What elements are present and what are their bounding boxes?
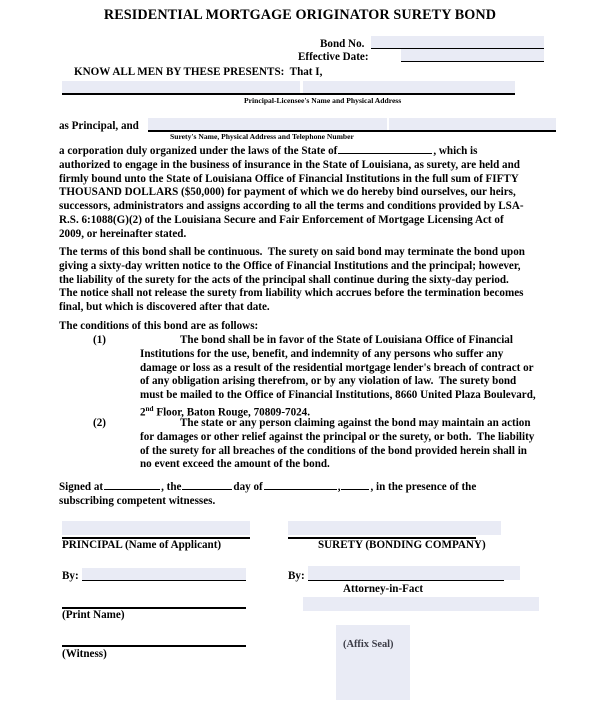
affix-seal-label: (Affix Seal) [343, 639, 394, 650]
recital-line-2: authorized to engage in the business of insurance in the State of Louisiana, as surety, are held and [59, 158, 520, 171]
surety-by-rule [308, 580, 504, 581]
principal-name-address-caption: Principal-Licensee's Name and Physical Address [244, 96, 402, 105]
signed-year-input[interactable] [341, 478, 369, 490]
effective-date-rule [401, 61, 544, 62]
condition-2-number: (2) [93, 417, 106, 429]
condition-1-line-1: The bond shall be in favor of the State of Louisiana Office of Financial [180, 334, 513, 346]
principal-name-address-input-right[interactable] [303, 81, 515, 93]
principal-signature-label: PRINCIPAL (Name of Applicant) [62, 539, 222, 551]
surety-name-caption: Surety's Name, Physical Address and Telephone Number [170, 132, 354, 141]
day-of-label: day of [233, 481, 263, 493]
condition-1-line-6: 2nd Floor, Baton Rouge, 70809-7024. [140, 404, 310, 419]
affix-seal-box[interactable] [336, 625, 410, 700]
state-of-input[interactable] [338, 142, 432, 154]
recital-line-1-before: a corporation duly organized under the laws of the State of [59, 145, 338, 157]
the-label: , the [161, 481, 182, 493]
attorney-extra-input[interactable] [303, 597, 539, 611]
conditions-heading: The conditions of this bond are as follows: [59, 320, 259, 332]
principal-by-input[interactable] [82, 568, 246, 580]
recital-line-3: firmly bound unto the State of Louisiana Office of Financial Institutions in the full sum of FIFTY [59, 172, 519, 185]
as-principal-label: as Principal, and [59, 120, 139, 132]
condition-1-body [140, 334, 560, 420]
recital-line-6: R.S. 6:1088(G)(2) of the Louisiana Secure and Fair Enforcement of Mortgage Licensing Act of [59, 213, 504, 226]
know-all-men-text: KNOW ALL MEN BY THESE PRESENTS: That I, [74, 66, 323, 78]
surety-signature-label: SURETY (BONDING COMPANY) [318, 539, 486, 551]
witness-label: (Witness) [62, 648, 107, 660]
surety-name-input-left[interactable] [148, 118, 387, 130]
condition-2-body [140, 417, 560, 472]
terms-line-5: final, but which is discovered after that date. [59, 301, 270, 313]
principal-name-address-input-left[interactable] [62, 81, 300, 93]
signed-at-prefix: Signed at [59, 481, 104, 493]
execution-paragraph [59, 478, 559, 509]
recital-line-4: THOUSAND DOLLARS ($50,000) for payment of which we do hereby bind ourselves, our heirs, [59, 186, 516, 199]
recital-paragraph [59, 142, 559, 241]
terms-line-4: The notice shall not release the surety from liability which accrues before the termination becomes [59, 287, 524, 300]
recital-line-1-after: , which is [433, 145, 478, 157]
surety-signature-input[interactable] [288, 521, 501, 535]
condition-2-line-3: of the surety for all breaches of the conditions of the bond provided herein shall in [140, 444, 527, 457]
signed-at-suffix: , in the presence of the [370, 481, 477, 493]
print-name-label: (Print Name) [62, 609, 125, 621]
condition-2-line-1: The state or any person claiming against the bond may maintain an action [180, 417, 531, 429]
bond-no-input[interactable] [371, 36, 544, 48]
terms-line-2: giving a sixty-day written notice to the Office of Financial Institutions and the principal; however, [59, 259, 521, 272]
surety-by-input[interactable] [308, 566, 520, 580]
condition-1-line-3: damage or loss as a result of the residential mortgage lender's breach of contract or [140, 361, 534, 374]
signed-month-input[interactable] [264, 478, 337, 490]
terms-paragraph [59, 246, 559, 315]
terms-line-3: the liability of the surety for the acts of the principal shall continue during the sixty-day period. [59, 273, 509, 286]
signed-at-city-input[interactable] [104, 478, 160, 490]
witness-rule [62, 645, 246, 647]
effective-date-label: Effective Date: [298, 51, 369, 63]
condition-2-line-4: no event exceed the amount of the bond. [140, 458, 330, 471]
recital-line-5: successors, administrators and assigns according to all the terms and conditions provided by LSA- [59, 200, 524, 212]
page-title: RESIDENTIAL MORTGAGE ORIGINATOR SURETY BOND [103, 7, 497, 23]
principal-name-address-rule [62, 93, 515, 95]
effective-date-input[interactable] [401, 49, 544, 61]
condition-2-line-2: for damages or other relief against the principal or the surety, or both. The liability [140, 430, 535, 443]
bond-no-label: Bond No. [320, 38, 365, 50]
recital-line-1 [59, 142, 559, 159]
principal-by-rule [82, 580, 246, 581]
condition-1-line-2: Institutions for the use, benefit, and indemnity of any persons who suffer any [140, 347, 504, 360]
principal-signature-input[interactable] [62, 521, 250, 535]
recital-line-7: 2009, or hereinafter stated. [59, 227, 187, 240]
signed-day-input[interactable] [182, 478, 232, 490]
condition-1-number: (1) [93, 334, 106, 346]
attorney-in-fact-label: Attorney-in-Fact [343, 583, 424, 595]
condition-1-line-5: must be mailed to the Office of Financial Institutions, 8660 United Plaza Boulevard, [140, 389, 536, 401]
surety-name-input-right[interactable] [389, 118, 556, 130]
condition-1-line-4: of any obligation arising therefrom, or by any violation of law. The surety bond [140, 375, 517, 388]
surety-by-label: By: [288, 570, 305, 582]
principal-by-label: By: [62, 570, 79, 582]
signed-comma: , [337, 481, 341, 493]
execution-line-2: subscribing competent witnesses. [59, 494, 216, 507]
terms-line-1: The terms of this bond shall be continuous. The surety on said bond may terminate the bond upon [59, 246, 525, 258]
ordinal-suffix: nd [145, 404, 154, 413]
signed-at-line [59, 478, 559, 495]
